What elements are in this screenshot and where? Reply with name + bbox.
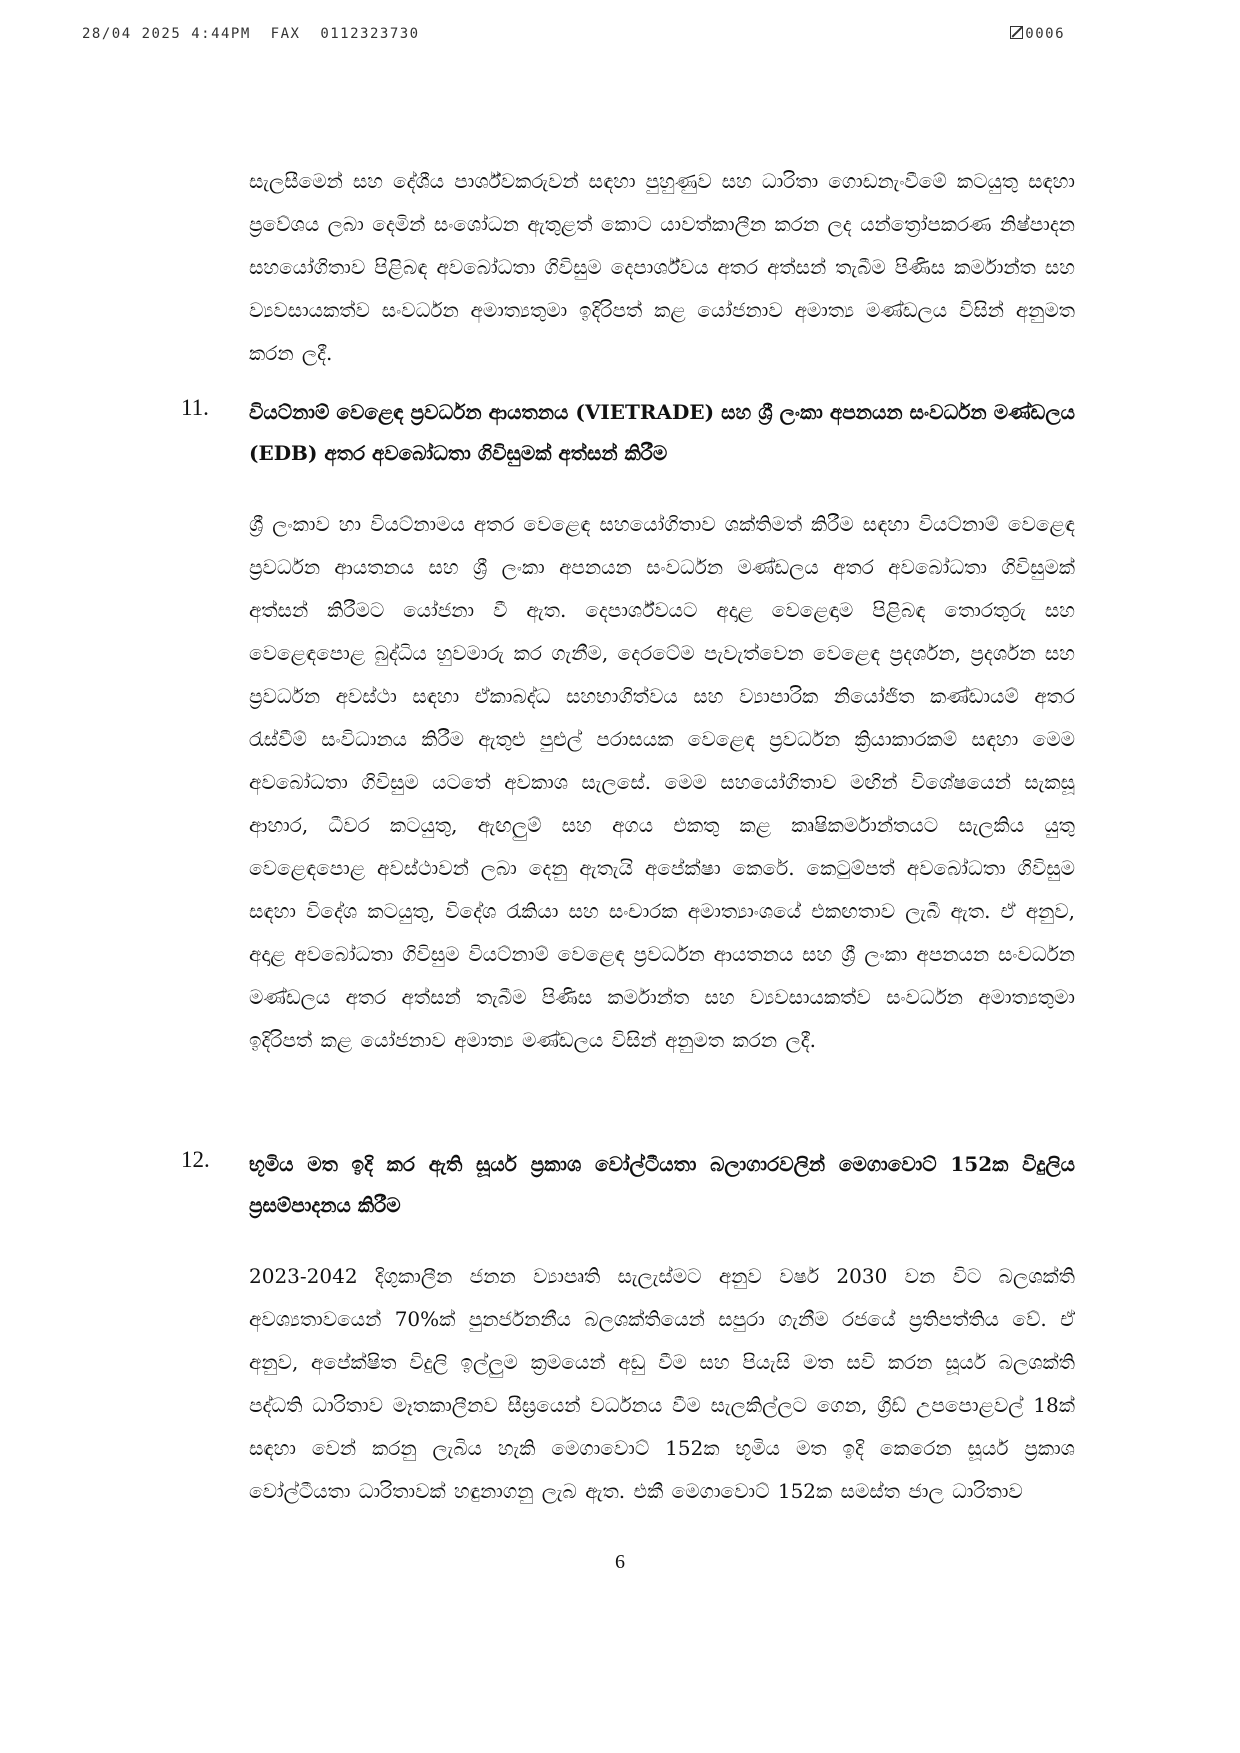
- item-12-title: භූමිය මත ඉදි කර ඇති සූර්ය ප්‍රකාශ වෝල්ටීයතා බලාගාරවලින් මෙගාවොට් 152ක විදුලිය ප්‍රසම්පාදනය කිරීම: [249, 1152, 1075, 1217]
- fax-page-code-value: 0006: [1025, 26, 1065, 42]
- fax-header: [82, 26, 1065, 48]
- item-12-number: 12.: [181, 1147, 210, 1172]
- page-number: 6: [615, 1551, 625, 1573]
- intro-paragraph: සැලසීමෙන් සහ දේශීය පාර්ශ්වකරුවන් සඳහා පුහුණුව සහ ධාරිතා ගොඩනැංවීමේ කටයුතු සඳහා ප්‍රවේශය ලබා දෙමින් සංශෝධන ඇතුළත් කොට යාවත්කාලීන කරන ලද යන්ත්‍රෝපකරණ නිෂ්පාදන සහයෝගිතාව පිළිබඳ අවබෝධතා ගිවිසුම දෙපාර්ශ්වය අතර අත්සන් තැබීම පිණිස කර්මාන්ත සහ ව්‍යවසායකත්ව සංවර්ධන අමාත්‍යතුමා ඉදිරිපත් කළ යෝජනාව අමාත්‍ය මණ්ඩලය විසින් අනුමත කරන ලදී.: [249, 169, 1075, 365]
- fax-number: 0112323730: [320, 26, 420, 42]
- item-12-body: 2023-2042 දිගුකාලීන ජනන ව්‍යාපෘති සැලැස්මට අනුව වර්ෂ 2030 වන විට බලශක්ති අවශ්‍යතාවයෙන් 70%ක් පුනර්ජනනීය බලශක්තියෙන් සපුරා ගැනීම රජයේ ප්‍රතිපත්තිය වේ. ඒ අනුව, අපේක්ෂිත විදුලි ඉල්ලුම ක්‍රමයෙන් අඩු වීම සහ පියැසි මත සවි කරන සූර්ය බලශක්ති පද්ධති ධාරිතාව මෑතකාලීනව සීඝ්‍රයෙන් වර්ධනය වීම සැලකිල්ලට ගෙන, ග්‍රිඩ් උපපොළවල් 18ක් සඳහා වෙන් කරනු ලැබිය හැකි මෙගාවොට් 152ක භූමිය මත ඉදි කෙරෙන සූර්ය ප්‍රකාශ වෝල්ටීයතා ධාරිතාවක් හඳුනාගනු ලැබ ඇත. එකී මෙගාවොට් 152ක සමස්ත ජාල ධාරිතාව: [249, 1264, 1075, 1503]
- item-11-title: වියට්නාම් වෙළෙඳ ප්‍රවර්ධන ආයතනය (VIETRADE) සහ ශ්‍රී ලංකා අපනයන සංවර්ධන මණ්ඩලය (EDB) අතර අවබෝධතා ගිවිසුමක් අත්සන් කිරීම: [249, 400, 1075, 465]
- fax-timestamp: 28/04 2025 4:44PM: [82, 26, 251, 42]
- fax-check-box-icon: [1010, 26, 1023, 39]
- item-11-body: ශ්‍රී ලංකාව හා වියට්නාමය අතර වෙළෙඳ සහයෝගිතාව ශක්තිමත් කිරීම සඳහා වියට්නාම් වෙළෙඳ ප්‍රවර්ධන ආයතනය සහ ශ්‍රී ලංකා අපනයන සංවර්ධන මණ්ඩලය අතර අවබෝධතා ගිවිසුමක් අත්සන් කිරීමට යෝජනා වී ඇත. දෙපාර්ශ්වයට අදාළ වෙළෙඳාම පිළිබඳ තොරතුරු සහ වෙළෙඳපොළ බුද්ධිය හුවමාරු කර ගැනීම, දෙරටේම පැවැත්වෙන වෙළෙඳ ප්‍රදර්ශන, ප්‍රදර්ශන සහ ප්‍රවර්ධන අවස්ථා සඳහා ඒකාබද්ධ සහභාගිත්වය සහ ව්‍යාපාරික නියෝජිත කණ්ඩායම් අතර රැස්වීම් සංවිධානය කිරීම ඇතුළු පුළුල් පරාසයක වෙළෙඳ ප්‍රවර්ධන ක්‍රියාකාරකම් සඳහා මෙම අවබෝධතා ගිවිසුම යටතේ අවකාශ සැලසේ. මෙම සහයෝගිතාව මඟින් විශේෂයෙන් සැකසූ ආහාර, ධීවර කටයුතු, ඇඟලුම් සහ අගය එකතු කළ කෘෂිකර්මාන්තයට සැලකිය යුතු වෙළෙඳපොළ අවස්ථාවන් ලබා දෙනු ඇතැයි අපේක්ෂා කෙරේ. කෙටුම්පත් අවබෝධතා ගිවිසුම සඳහා විදේශ කටයුතු, විදේශ රැකියා සහ සංචාරක අමාත්‍යාංශයේ එකඟතාව ලැබී ඇත. ඒ අනුව, අදාළ අවබෝධතා ගිවිසුම වියට්නාම් වෙළෙඳ ප්‍රවර්ධන ආයතනය සහ ශ්‍රී ලංකා අපනයන සංවර්ධන මණ්ඩලය අතර අත්සන් තැබීම පිණිස කර්මාන්ත සහ ව්‍යවසායකත්ව සංවර්ධන අමාත්‍යතුමා ඉදිරිපත් කළ යෝජනාව අමාත්‍ය මණ්ඩලය විසින් අනුමත කරන ලදී.: [249, 512, 1075, 1052]
- fax-page-code: [1010, 26, 1065, 42]
- item-11-number: 11.: [181, 395, 209, 420]
- fax-label: FAX: [270, 26, 301, 42]
- fax-transmission-line: [82, 26, 420, 42]
